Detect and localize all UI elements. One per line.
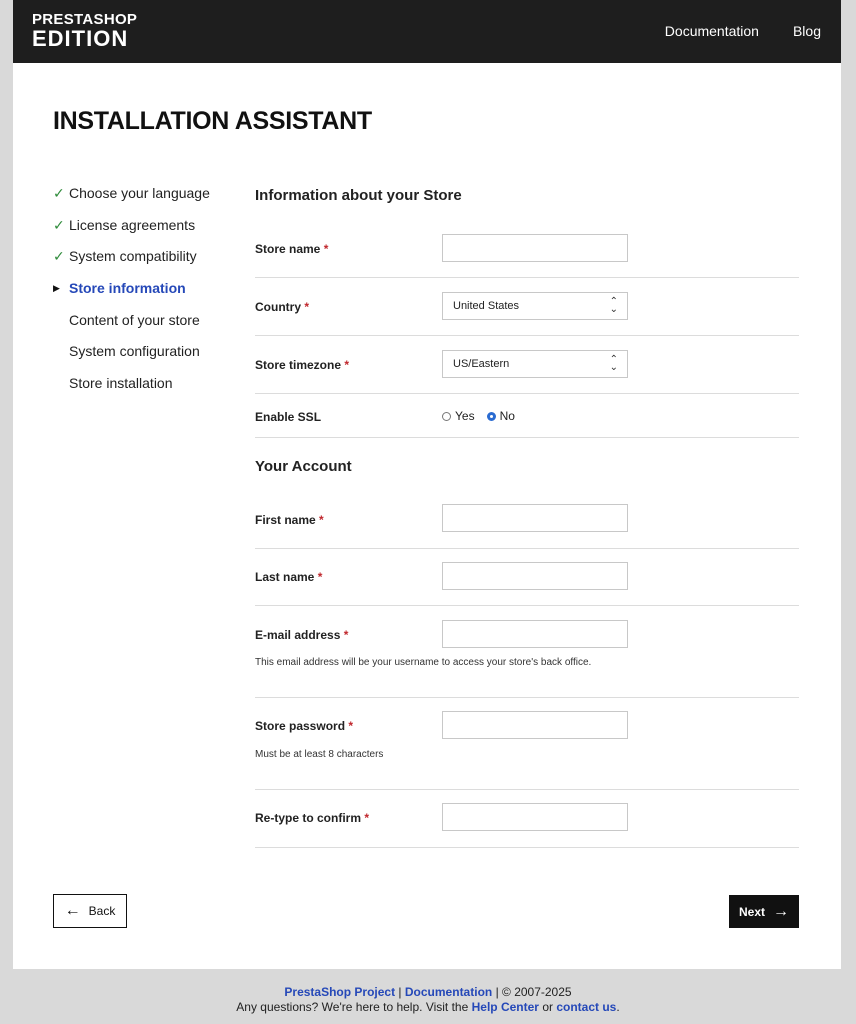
check-icon: ✓ [53,185,65,201]
prestashop-project-link[interactable]: PrestaShop Project [284,985,396,999]
documentation-link[interactable]: Documentation [664,23,759,39]
step-item [53,248,210,280]
last-name-input[interactable] [442,562,628,590]
radio-unchecked-icon [442,412,451,421]
next-button[interactable]: Next → [729,895,799,928]
timezone-select[interactable] [442,350,628,378]
country-select[interactable] [442,292,628,320]
check-icon: ✓ [53,216,65,233]
ssl-row [255,394,799,438]
first-name-label: First name * [255,513,324,527]
last-name-row [255,549,799,606]
last-name-label: Last name * [255,570,323,584]
help-center-link[interactable]: Help Center [471,1000,539,1014]
header-nav [665,23,821,39]
step-item-current [53,280,210,312]
timezone-label: Store timezone * [255,358,350,372]
footer-line1: PrestaShop Project | Documentation | © 2007-2025 [284,985,572,999]
step-label: Store information [69,280,186,297]
footer-line2: Any questions? We're here to help. Visit the Help Center or contact us. [236,1000,620,1014]
store-name-label: Store name * [255,242,329,256]
step-item [53,185,210,217]
country-label: Country * [255,300,310,314]
password-hint: Must be at least 8 characters [255,749,384,760]
step-label: Store installation [69,375,173,392]
country-value: United States [453,300,520,312]
account-section-title: Your Account [255,458,352,475]
confirm-row [255,790,799,848]
step-label: System configuration [69,343,200,360]
prestashop-logo[interactable] [32,12,137,51]
confirm-label: Re-type to confirm * [255,811,370,825]
arrow-left-icon: ← [64,902,81,919]
password-row [255,698,799,790]
page-footer [0,985,856,1015]
ssl-radio-group [442,409,515,423]
step-item [53,217,210,249]
updown-chevron-icon: ⌃ ⌄ [609,354,618,373]
ssl-no-radio[interactable]: No [487,409,515,423]
ssl-yes-radio[interactable]: Yes [442,409,475,423]
password-input[interactable] [442,711,628,739]
country-row [255,278,799,336]
store-section-title: Information about your Store [255,187,462,204]
logo-line1: PRESTASHOP [32,11,138,28]
email-row [255,606,799,698]
page-container [13,0,841,969]
step-label: Content of your store [69,311,200,328]
logo-line2: EDITION [32,26,129,51]
step-label: License agreements [69,216,196,233]
check-icon: ✓ [53,248,65,265]
store-name-input[interactable] [442,234,628,262]
password-label: Store password * [255,719,354,733]
email-label: E-mail address * [255,628,349,642]
blog-link[interactable]: Blog [792,23,821,39]
first-name-row [255,491,799,549]
ssl-label: Enable SSL [255,410,322,424]
step-item [53,343,210,375]
store-name-row [255,221,799,278]
timezone-row [255,336,799,394]
step-label: Choose your language [69,185,210,201]
arrow-right-icon: → [773,902,789,920]
email-hint: This email address will be your username to access your store's back office. [255,657,592,668]
updown-chevron-icon: ⌃ ⌄ [609,296,618,315]
back-button[interactable]: ← Back [53,894,127,928]
email-input[interactable] [442,620,628,648]
top-header [13,0,841,63]
step-label: System compatibility [69,248,197,265]
first-name-input[interactable] [442,504,628,532]
radio-checked-icon [487,412,496,421]
triangle-right-icon: ▶ [53,283,60,294]
step-item [53,375,210,407]
step-item [53,312,210,344]
page-title: INSTALLATION ASSISTANT [53,107,372,135]
steps-list [53,185,210,407]
contact-us-link[interactable]: contact us [556,1000,617,1014]
timezone-value: US/Eastern [453,358,510,370]
confirm-input[interactable] [442,803,628,831]
footer-documentation-link[interactable]: Documentation [404,985,493,999]
